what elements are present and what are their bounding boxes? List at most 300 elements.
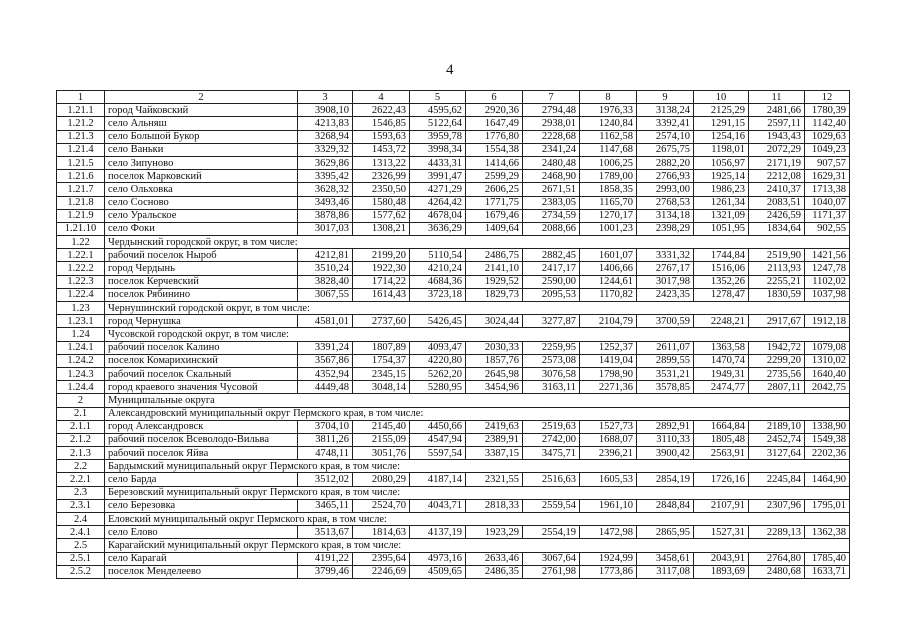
- value-cell: 4547,94: [410, 433, 466, 446]
- value-cell: 4093,47: [410, 341, 466, 354]
- value-cell: 1780,39: [805, 104, 850, 117]
- value-cell: 3465,11: [298, 499, 353, 512]
- value-cell: 3117,08: [637, 565, 694, 578]
- value-cell: 2417,17: [523, 262, 580, 275]
- value-cell: 2633,46: [466, 552, 523, 565]
- section-title: Александровский муниципальный округ Пермского края, в том числе:: [105, 407, 850, 420]
- value-cell: 2486,75: [466, 249, 523, 262]
- section-row: [57, 486, 850, 499]
- value-cell: 4271,29: [410, 183, 466, 196]
- value-cell: 1037,98: [805, 288, 850, 301]
- value-cell: 1923,29: [466, 526, 523, 539]
- table-row: [57, 367, 850, 380]
- value-cell: 2574,10: [637, 130, 694, 143]
- value-cell: 2212,08: [749, 170, 805, 183]
- table-body: [57, 91, 850, 579]
- section-title: Чернушинский городской округ, в том числе:: [105, 302, 850, 315]
- value-cell: 2104,79: [580, 315, 637, 328]
- header-cell: 5: [410, 91, 466, 104]
- section-row: [57, 460, 850, 473]
- value-cell: 2202,36: [805, 447, 850, 460]
- table-row: [57, 354, 850, 367]
- value-cell: 1516,06: [694, 262, 749, 275]
- row-code: 1.21.1: [57, 104, 105, 117]
- value-cell: 1261,34: [694, 196, 749, 209]
- row-code: 1.23.1: [57, 315, 105, 328]
- value-cell: 2611,07: [637, 341, 694, 354]
- row-code: 1.22.1: [57, 249, 105, 262]
- value-cell: 1040,07: [805, 196, 850, 209]
- row-code: 2.2: [57, 460, 105, 473]
- value-cell: 2645,98: [466, 367, 523, 380]
- value-cell: 1198,01: [694, 143, 749, 156]
- value-cell: 1789,00: [580, 170, 637, 183]
- row-code: 2.4.1: [57, 526, 105, 539]
- value-cell: 4595,62: [410, 104, 466, 117]
- value-cell: 2189,10: [749, 420, 805, 433]
- value-cell: 1170,82: [580, 288, 637, 301]
- table-row: [57, 420, 850, 433]
- table-row: [57, 249, 850, 262]
- settlement-name: рабочий поселок Скальный: [105, 367, 298, 380]
- settlement-name: город краевого значения Чусовой: [105, 381, 298, 394]
- row-code: 1.24: [57, 328, 105, 341]
- value-cell: 3163,11: [523, 381, 580, 394]
- value-cell: 2882,45: [523, 249, 580, 262]
- value-cell: 1102,02: [805, 275, 850, 288]
- value-cell: 1593,63: [353, 130, 410, 143]
- value-cell: 1942,72: [749, 341, 805, 354]
- value-cell: 2554,19: [523, 526, 580, 539]
- value-cell: 1949,31: [694, 367, 749, 380]
- value-cell: 3017,98: [637, 275, 694, 288]
- value-cell: 1527,31: [694, 526, 749, 539]
- value-cell: 2920,36: [466, 104, 523, 117]
- table-row: [57, 565, 850, 578]
- row-code: 1.21.7: [57, 183, 105, 196]
- value-cell: 4210,24: [410, 262, 466, 275]
- section-title: Еловский муниципальный округ Пермского края, в том числе:: [105, 513, 850, 526]
- value-cell: 3512,02: [298, 473, 353, 486]
- row-code: 2.3.1: [57, 499, 105, 512]
- value-cell: 2794,48: [523, 104, 580, 117]
- value-cell: 1362,38: [805, 526, 850, 539]
- value-cell: 3811,26: [298, 433, 353, 446]
- value-cell: 5280,95: [410, 381, 466, 394]
- section-title: Чусовской городской округ, в том числе:: [105, 328, 850, 341]
- value-cell: 1614,43: [353, 288, 410, 301]
- value-cell: 1601,07: [580, 249, 637, 262]
- settlement-name: село Березовка: [105, 499, 298, 512]
- value-cell: 1049,23: [805, 143, 850, 156]
- value-cell: 1291,15: [694, 117, 749, 130]
- value-cell: 2145,40: [353, 420, 410, 433]
- value-cell: 1472,98: [580, 526, 637, 539]
- value-cell: 3051,76: [353, 447, 410, 460]
- value-cell: 2882,20: [637, 156, 694, 169]
- value-cell: 3704,10: [298, 420, 353, 433]
- section-title: Бардымский муниципальный округ Пермского края, в том числе:: [105, 460, 850, 473]
- value-cell: 1943,43: [749, 130, 805, 143]
- settlement-name: поселок Комарихинский: [105, 354, 298, 367]
- value-cell: 2481,66: [749, 104, 805, 117]
- section-title: Березовский муниципальный округ Пермского края, в том числе:: [105, 486, 850, 499]
- value-cell: 1554,38: [466, 143, 523, 156]
- row-code: 1.21.9: [57, 209, 105, 222]
- value-cell: 2766,93: [637, 170, 694, 183]
- value-cell: 2597,11: [749, 117, 805, 130]
- table-row: [57, 209, 850, 222]
- value-cell: 3700,59: [637, 315, 694, 328]
- settlement-name: село Большой Букор: [105, 130, 298, 143]
- value-cell: 1244,61: [580, 275, 637, 288]
- value-cell: 1929,52: [466, 275, 523, 288]
- value-cell: 2396,21: [580, 447, 637, 460]
- header-cell: 7: [523, 91, 580, 104]
- value-cell: 2255,21: [749, 275, 805, 288]
- value-cell: 1640,40: [805, 367, 850, 380]
- value-cell: 3510,24: [298, 262, 353, 275]
- value-cell: 3017,03: [298, 222, 353, 235]
- value-cell: 3531,21: [637, 367, 694, 380]
- value-cell: 2519,90: [749, 249, 805, 262]
- value-cell: 2088,66: [523, 222, 580, 235]
- value-cell: 4678,04: [410, 209, 466, 222]
- table-row: [57, 288, 850, 301]
- value-cell: 3629,86: [298, 156, 353, 169]
- row-code: 1.22.2: [57, 262, 105, 275]
- table-row: [57, 262, 850, 275]
- table-row: [57, 222, 850, 235]
- table-row: [57, 104, 850, 117]
- value-cell: 2734,59: [523, 209, 580, 222]
- value-cell: 2767,17: [637, 262, 694, 275]
- row-code: 1.24.3: [57, 367, 105, 380]
- value-cell: 2171,19: [749, 156, 805, 169]
- value-cell: 1247,78: [805, 262, 850, 275]
- value-cell: 1785,40: [805, 552, 850, 565]
- value-cell: 1986,23: [694, 183, 749, 196]
- row-code: 2.1.1: [57, 420, 105, 433]
- value-cell: 2854,19: [637, 473, 694, 486]
- value-cell: 3127,64: [749, 447, 805, 460]
- value-cell: 3391,24: [298, 341, 353, 354]
- value-cell: 1647,49: [466, 117, 523, 130]
- settlement-name: село Фоки: [105, 222, 298, 235]
- value-cell: 4449,48: [298, 381, 353, 394]
- settlement-name: село Карагай: [105, 552, 298, 565]
- value-cell: 3076,58: [523, 367, 580, 380]
- section-row: [57, 328, 850, 341]
- value-cell: 1029,63: [805, 130, 850, 143]
- value-cell: 3628,32: [298, 183, 353, 196]
- row-code: 1.21.3: [57, 130, 105, 143]
- section-row: [57, 407, 850, 420]
- value-cell: 2807,11: [749, 381, 805, 394]
- value-cell: 1310,02: [805, 354, 850, 367]
- value-cell: 3331,32: [637, 249, 694, 262]
- value-cell: 2993,00: [637, 183, 694, 196]
- value-cell: 1006,25: [580, 156, 637, 169]
- value-cell: 3134,18: [637, 209, 694, 222]
- section-row: [57, 394, 850, 407]
- settlement-name: город Чайковский: [105, 104, 298, 117]
- settlement-name: поселок Марковский: [105, 170, 298, 183]
- value-cell: 1857,76: [466, 354, 523, 367]
- value-cell: 2480,48: [523, 156, 580, 169]
- value-cell: 2095,53: [523, 288, 580, 301]
- value-cell: 4264,42: [410, 196, 466, 209]
- value-cell: 2606,25: [466, 183, 523, 196]
- row-code: 2.3: [57, 486, 105, 499]
- header-cell: 3: [298, 91, 353, 104]
- table-row: [57, 341, 850, 354]
- value-cell: 2043,91: [694, 552, 749, 565]
- row-code: 1.22.4: [57, 288, 105, 301]
- value-cell: 2030,33: [466, 341, 523, 354]
- value-cell: 2155,09: [353, 433, 410, 446]
- value-cell: 2398,29: [637, 222, 694, 235]
- value-cell: 2350,50: [353, 183, 410, 196]
- value-cell: 1527,73: [580, 420, 637, 433]
- value-cell: 3458,61: [637, 552, 694, 565]
- value-cell: 1419,04: [580, 354, 637, 367]
- value-cell: 3567,86: [298, 354, 353, 367]
- value-cell: 3277,87: [523, 315, 580, 328]
- header-cell: 6: [466, 91, 523, 104]
- value-cell: 1744,84: [694, 249, 749, 262]
- settlement-name: рабочий поселок Ныроб: [105, 249, 298, 262]
- table-row: [57, 473, 850, 486]
- value-cell: 1254,16: [694, 130, 749, 143]
- value-cell: 1165,70: [580, 196, 637, 209]
- value-cell: 1252,37: [580, 341, 637, 354]
- value-cell: 1414,66: [466, 156, 523, 169]
- value-cell: 1829,73: [466, 288, 523, 301]
- value-cell: 1409,64: [466, 222, 523, 235]
- section-title: Чердынский городской округ, в том числе:: [105, 236, 850, 249]
- value-cell: 3268,94: [298, 130, 353, 143]
- value-cell: 3900,42: [637, 447, 694, 460]
- table-header-row: [57, 91, 850, 104]
- row-code: 1.21.6: [57, 170, 105, 183]
- value-cell: 2423,35: [637, 288, 694, 301]
- value-cell: 2072,29: [749, 143, 805, 156]
- header-cell: 11: [749, 91, 805, 104]
- value-cell: 1961,10: [580, 499, 637, 512]
- value-cell: 1147,68: [580, 143, 637, 156]
- table-row: [57, 447, 850, 460]
- settlement-name: город Чернушка: [105, 315, 298, 328]
- value-cell: 3513,67: [298, 526, 353, 539]
- value-cell: 1805,48: [694, 433, 749, 446]
- value-cell: 2321,55: [466, 473, 523, 486]
- value-cell: 4187,14: [410, 473, 466, 486]
- value-cell: 1313,22: [353, 156, 410, 169]
- value-cell: 1925,14: [694, 170, 749, 183]
- table-row: [57, 170, 850, 183]
- settlement-name: рабочий поселок Калино: [105, 341, 298, 354]
- value-cell: 2107,91: [694, 499, 749, 512]
- table-row: [57, 156, 850, 169]
- value-cell: 4220,80: [410, 354, 466, 367]
- value-cell: 1893,69: [694, 565, 749, 578]
- value-cell: 3392,41: [637, 117, 694, 130]
- table-row: [57, 552, 850, 565]
- value-cell: 2764,80: [749, 552, 805, 565]
- value-cell: 1771,75: [466, 196, 523, 209]
- settlement-name: город Александровск: [105, 420, 298, 433]
- row-code: 2.1.3: [57, 447, 105, 460]
- value-cell: 1754,37: [353, 354, 410, 367]
- value-cell: 1549,38: [805, 433, 850, 446]
- value-cell: 2761,98: [523, 565, 580, 578]
- value-cell: 1162,58: [580, 130, 637, 143]
- value-cell: 2559,54: [523, 499, 580, 512]
- value-cell: 2892,91: [637, 420, 694, 433]
- section-row: [57, 513, 850, 526]
- value-cell: 1912,18: [805, 315, 850, 328]
- value-cell: 1795,01: [805, 499, 850, 512]
- section-row: [57, 302, 850, 315]
- value-cell: 2917,67: [749, 315, 805, 328]
- header-cell: 1: [57, 91, 105, 104]
- row-code: 2.4: [57, 513, 105, 526]
- row-code: 1.21.4: [57, 143, 105, 156]
- row-code: 1.24.1: [57, 341, 105, 354]
- value-cell: 2622,43: [353, 104, 410, 117]
- value-cell: 4450,66: [410, 420, 466, 433]
- row-code: 1.24.4: [57, 381, 105, 394]
- value-cell: 2289,13: [749, 526, 805, 539]
- value-cell: 2865,95: [637, 526, 694, 539]
- value-cell: 4973,16: [410, 552, 466, 565]
- value-cell: 3067,64: [523, 552, 580, 565]
- table-row: [57, 275, 850, 288]
- table-row: [57, 130, 850, 143]
- value-cell: 1726,16: [694, 473, 749, 486]
- value-cell: 5122,64: [410, 117, 466, 130]
- value-cell: 3048,14: [353, 381, 410, 394]
- value-cell: 2345,15: [353, 367, 410, 380]
- value-cell: 1580,48: [353, 196, 410, 209]
- value-cell: 2410,37: [749, 183, 805, 196]
- value-cell: 1679,46: [466, 209, 523, 222]
- value-cell: 3024,44: [466, 315, 523, 328]
- row-code: 1.21.5: [57, 156, 105, 169]
- value-cell: 2742,00: [523, 433, 580, 446]
- value-cell: 1773,86: [580, 565, 637, 578]
- section-row: [57, 539, 850, 552]
- value-cell: 3908,10: [298, 104, 353, 117]
- value-cell: 5110,54: [410, 249, 466, 262]
- value-cell: 2341,24: [523, 143, 580, 156]
- header-cell: 4: [353, 91, 410, 104]
- header-cell: 8: [580, 91, 637, 104]
- table-row: [57, 526, 850, 539]
- value-cell: 3329,32: [298, 143, 353, 156]
- row-code: 1.21.2: [57, 117, 105, 130]
- value-cell: 2848,84: [637, 499, 694, 512]
- value-cell: 2307,96: [749, 499, 805, 512]
- value-cell: 2452,74: [749, 433, 805, 446]
- value-cell: 2735,56: [749, 367, 805, 380]
- value-cell: 2083,51: [749, 196, 805, 209]
- value-cell: 2474,77: [694, 381, 749, 394]
- value-cell: 2573,08: [523, 354, 580, 367]
- value-cell: 1798,90: [580, 367, 637, 380]
- value-cell: 1352,26: [694, 275, 749, 288]
- value-cell: 2248,21: [694, 315, 749, 328]
- value-cell: 2599,29: [466, 170, 523, 183]
- value-cell: 1001,23: [580, 222, 637, 235]
- value-cell: 902,55: [805, 222, 850, 235]
- value-cell: 2938,01: [523, 117, 580, 130]
- table-row: [57, 143, 850, 156]
- value-cell: 2524,70: [353, 499, 410, 512]
- value-cell: 3475,71: [523, 447, 580, 460]
- value-cell: 3578,85: [637, 381, 694, 394]
- value-cell: 2563,91: [694, 447, 749, 460]
- value-cell: 3493,46: [298, 196, 353, 209]
- value-cell: 3998,34: [410, 143, 466, 156]
- settlement-name: город Чердынь: [105, 262, 298, 275]
- table-row: [57, 315, 850, 328]
- value-cell: 3387,15: [466, 447, 523, 460]
- settlement-name: село Елово: [105, 526, 298, 539]
- value-cell: 1814,63: [353, 526, 410, 539]
- value-cell: 1270,17: [580, 209, 637, 222]
- page-number: 4: [446, 62, 454, 78]
- value-cell: 4433,31: [410, 156, 466, 169]
- value-cell: 1406,66: [580, 262, 637, 275]
- value-cell: 2426,59: [749, 209, 805, 222]
- value-cell: 2516,63: [523, 473, 580, 486]
- value-cell: 2486,35: [466, 565, 523, 578]
- value-cell: 2737,60: [353, 315, 410, 328]
- value-cell: 5262,20: [410, 367, 466, 380]
- tariff-table: [56, 90, 850, 579]
- value-cell: 2675,75: [637, 143, 694, 156]
- value-cell: 2299,20: [749, 354, 805, 367]
- value-cell: 1240,84: [580, 117, 637, 130]
- value-cell: 1363,58: [694, 341, 749, 354]
- value-cell: 1142,40: [805, 117, 850, 130]
- value-cell: 1924,99: [580, 552, 637, 565]
- value-cell: 4748,11: [298, 447, 353, 460]
- value-cell: 1056,97: [694, 156, 749, 169]
- row-code: 1.21.8: [57, 196, 105, 209]
- value-cell: 1421,56: [805, 249, 850, 262]
- value-cell: 2671,51: [523, 183, 580, 196]
- value-cell: 3395,42: [298, 170, 353, 183]
- value-cell: 907,57: [805, 156, 850, 169]
- value-cell: 3828,40: [298, 275, 353, 288]
- value-cell: 1453,72: [353, 143, 410, 156]
- settlement-name: поселок Рябинино: [105, 288, 298, 301]
- value-cell: 1278,47: [694, 288, 749, 301]
- settlement-name: поселок Менделеево: [105, 565, 298, 578]
- value-cell: 3878,86: [298, 209, 353, 222]
- row-code: 1.21.10: [57, 222, 105, 235]
- settlement-name: рабочий поселок Всеволодо-Вильва: [105, 433, 298, 446]
- settlement-name: село Сосново: [105, 196, 298, 209]
- value-cell: 1807,89: [353, 341, 410, 354]
- value-cell: 2141,10: [466, 262, 523, 275]
- settlement-name: село Уральское: [105, 209, 298, 222]
- value-cell: 1321,09: [694, 209, 749, 222]
- value-cell: 3110,33: [637, 433, 694, 446]
